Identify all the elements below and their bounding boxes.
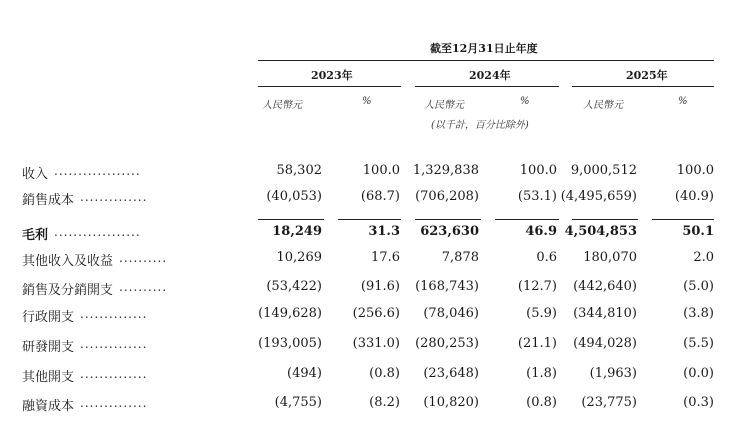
row-label: 研發開支 <box>22 340 75 355</box>
row-value: 100.0 <box>362 163 400 178</box>
row-value: (4,495,659) <box>560 189 637 204</box>
row-value: 46.9 <box>525 224 557 239</box>
row-value: (494,028) <box>573 336 637 351</box>
row-value: (21.1) <box>517 336 557 351</box>
row-value: (68.7) <box>360 189 400 204</box>
subtotal-rule-6 <box>652 219 714 220</box>
row-value: (344,810) <box>573 306 637 321</box>
row-value: 623,630 <box>420 224 479 239</box>
unit-pct-2025: % <box>678 96 688 107</box>
unit-note: (以千計，百分比除外) <box>431 120 529 131</box>
row-value: (1,963) <box>589 366 637 381</box>
row-value: 17.6 <box>371 250 400 265</box>
row-value: (23,775) <box>581 395 637 410</box>
subtotal-rule-5 <box>572 219 638 220</box>
row-value: (5.5) <box>683 336 714 351</box>
row-leader-dots: .............. <box>80 190 148 204</box>
row-value: (40.9) <box>674 189 714 204</box>
row-label: 銷售及分銷開支 <box>22 283 114 298</box>
row-value: (4,755) <box>274 395 322 410</box>
row-value: (0.8) <box>526 395 557 410</box>
unit-rmb-2023: 人民幣元 <box>262 100 302 111</box>
period-title: 截至12月31日止年度 <box>430 42 538 55</box>
row-value: 100.0 <box>519 163 557 178</box>
row-value: 58,302 <box>276 163 322 178</box>
period-rule <box>258 60 714 61</box>
row-value: 0.6 <box>536 250 557 265</box>
row-value: 10,269 <box>276 250 322 265</box>
unit-rmb-2025: 人民幣元 <box>583 100 623 111</box>
row-value: 9,000,512 <box>570 163 637 178</box>
row-value: (78,046) <box>423 306 479 321</box>
row-value: (442,640) <box>573 279 637 294</box>
subtotal-rule-4 <box>495 219 559 220</box>
row-value: (0.0) <box>683 366 714 381</box>
row-value: (23,648) <box>423 366 479 381</box>
row-label: 融資成本 <box>22 399 75 414</box>
unit-pct-2023: % <box>362 96 372 107</box>
row-value: (280,253) <box>415 336 479 351</box>
row-leader-dots: .................. <box>54 225 141 239</box>
row-value: (168,743) <box>415 279 479 294</box>
row-leader-dots: .............. <box>80 396 148 410</box>
row-value: (91.6) <box>360 279 400 294</box>
year-2024-rule <box>415 86 559 87</box>
row-value: (1.8) <box>526 366 557 381</box>
row-value: (706,208) <box>415 189 479 204</box>
row-value: (5.0) <box>683 279 714 294</box>
row-leader-dots: .............. <box>80 367 148 381</box>
row-value: (40,053) <box>266 189 322 204</box>
row-label: 其他開支 <box>22 370 75 385</box>
row-label: 毛利 <box>22 228 49 243</box>
year-2023-rule <box>258 86 401 87</box>
row-value: 18,249 <box>272 224 322 239</box>
row-value: (53,422) <box>266 279 322 294</box>
row-leader-dots: .............. <box>80 337 148 351</box>
row-leader-dots: .............. <box>80 307 148 321</box>
row-value: 31.3 <box>368 224 400 239</box>
row-leader-dots: .................. <box>54 164 141 178</box>
unit-rmb-2024: 人民幣元 <box>424 100 464 111</box>
row-value: 1,329,838 <box>412 163 479 178</box>
row-leader-dots: .......... <box>119 251 168 265</box>
row-label: 行政開支 <box>22 310 75 325</box>
row-value: (12.7) <box>517 279 557 294</box>
row-value: 2.0 <box>693 250 714 265</box>
row-value: 50.1 <box>682 224 714 239</box>
subtotal-rule-1 <box>258 219 324 220</box>
year-2024-label: 2024年 <box>469 69 511 82</box>
row-label: 銷售成本 <box>22 193 75 208</box>
row-value: 7,878 <box>441 250 479 265</box>
row-value: (193,005) <box>258 336 322 351</box>
row-label: 其他收入及收益 <box>22 254 114 269</box>
row-value: (53.1) <box>517 189 557 204</box>
subtotal-rule-3 <box>415 219 481 220</box>
year-2025-label: 2025年 <box>626 69 668 82</box>
row-value: (256.6) <box>352 306 400 321</box>
row-value: 4,504,853 <box>564 224 637 239</box>
row-value: (3.8) <box>683 306 714 321</box>
row-value: (0.8) <box>369 366 400 381</box>
row-value: 180,070 <box>583 250 637 265</box>
row-value: (331.0) <box>352 336 400 351</box>
unit-pct-2024: % <box>520 96 530 107</box>
year-2023-label: 2023年 <box>311 69 353 82</box>
row-value: 100.0 <box>676 163 714 178</box>
row-value: (5.9) <box>526 306 557 321</box>
subtotal-rule-2 <box>338 219 401 220</box>
row-value: (8.2) <box>369 395 400 410</box>
row-value: (494) <box>287 366 322 381</box>
year-2025-rule <box>572 86 714 87</box>
row-value: (0.3) <box>683 395 714 410</box>
row-label: 收入 <box>22 167 49 182</box>
row-leader-dots: .......... <box>119 280 168 294</box>
row-value: (10,820) <box>423 395 479 410</box>
row-value: (149,628) <box>258 306 322 321</box>
